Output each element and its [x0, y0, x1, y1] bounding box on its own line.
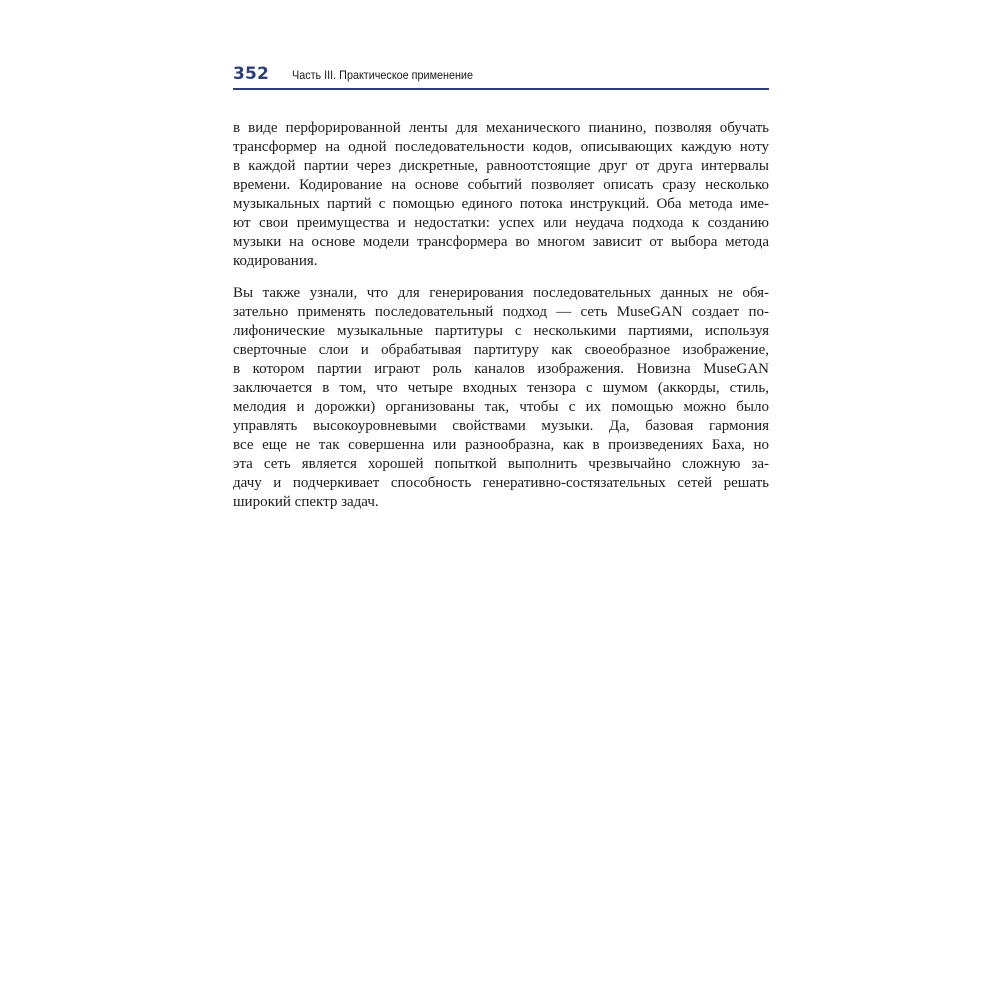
text-line: трансформер на одной последовательности кодов, описывающих каждую ноту — [233, 139, 769, 155]
text-line: в котором партии играют роль каналов изображения. Новизна MuseGAN — [233, 361, 769, 377]
text-line: сверточные слои и обрабатывая партитуру как своеобразное изображение, — [233, 342, 769, 358]
text-line: времени. Кодирование на основе событий позволяет описать сразу несколько — [233, 177, 769, 193]
text-line: кодирования. — [233, 253, 318, 269]
text-line: заключается в том, что четыре входных тензора с шумом (аккорды, стиль, — [233, 380, 769, 396]
text-line: эта сеть является хорошей попыткой выполнить чрезвычайно сложную за- — [233, 456, 769, 472]
paragraph-1 — [233, 119, 769, 271]
text-line: все еще не так совершенна или разнообразна, как в произведениях Баха, но — [233, 437, 769, 453]
paragraph-2 — [233, 284, 769, 512]
text-line: лифонические музыкальные партитуры с несколькими партиями, используя — [233, 323, 769, 339]
text-line: музыки на основе модели трансформера во многом зависит от выбора метода — [233, 234, 769, 250]
text-line: музыкальных партий с помощью единого потока инструкций. Оба метода име- — [233, 196, 769, 212]
page-number: 352 — [233, 64, 270, 84]
text-line: управлять высокоуровневыми свойствами музыки. Да, базовая гармония — [233, 418, 769, 434]
text-line: Вы также узнали, что для генерирования последовательных данных не обя- — [233, 285, 769, 301]
text-line: в каждой партии через дискретные, равноотстоящие друг от друга интервалы — [233, 158, 769, 174]
body-text — [233, 119, 769, 512]
text-line: мелодия и дорожки) организованы так, чтобы с их помощью можно было — [233, 399, 769, 415]
text-line: в виде перфорированной ленты для механического пианино, позволяя обучать — [233, 120, 769, 136]
text-line: широкий спектр задач. — [233, 494, 379, 510]
running-header — [233, 62, 769, 90]
text-line: ют свои преимущества и недостатки: успех или неудача подхода к созданию — [233, 215, 769, 231]
text-line: дачу и подчеркивает способность генеративно-состязательных сетей решать — [233, 475, 769, 491]
chapter-title: Часть III. Практическое применение — [292, 68, 473, 82]
text-line: зательно применять последовательный подход — сеть MuseGAN создает по- — [233, 304, 769, 320]
